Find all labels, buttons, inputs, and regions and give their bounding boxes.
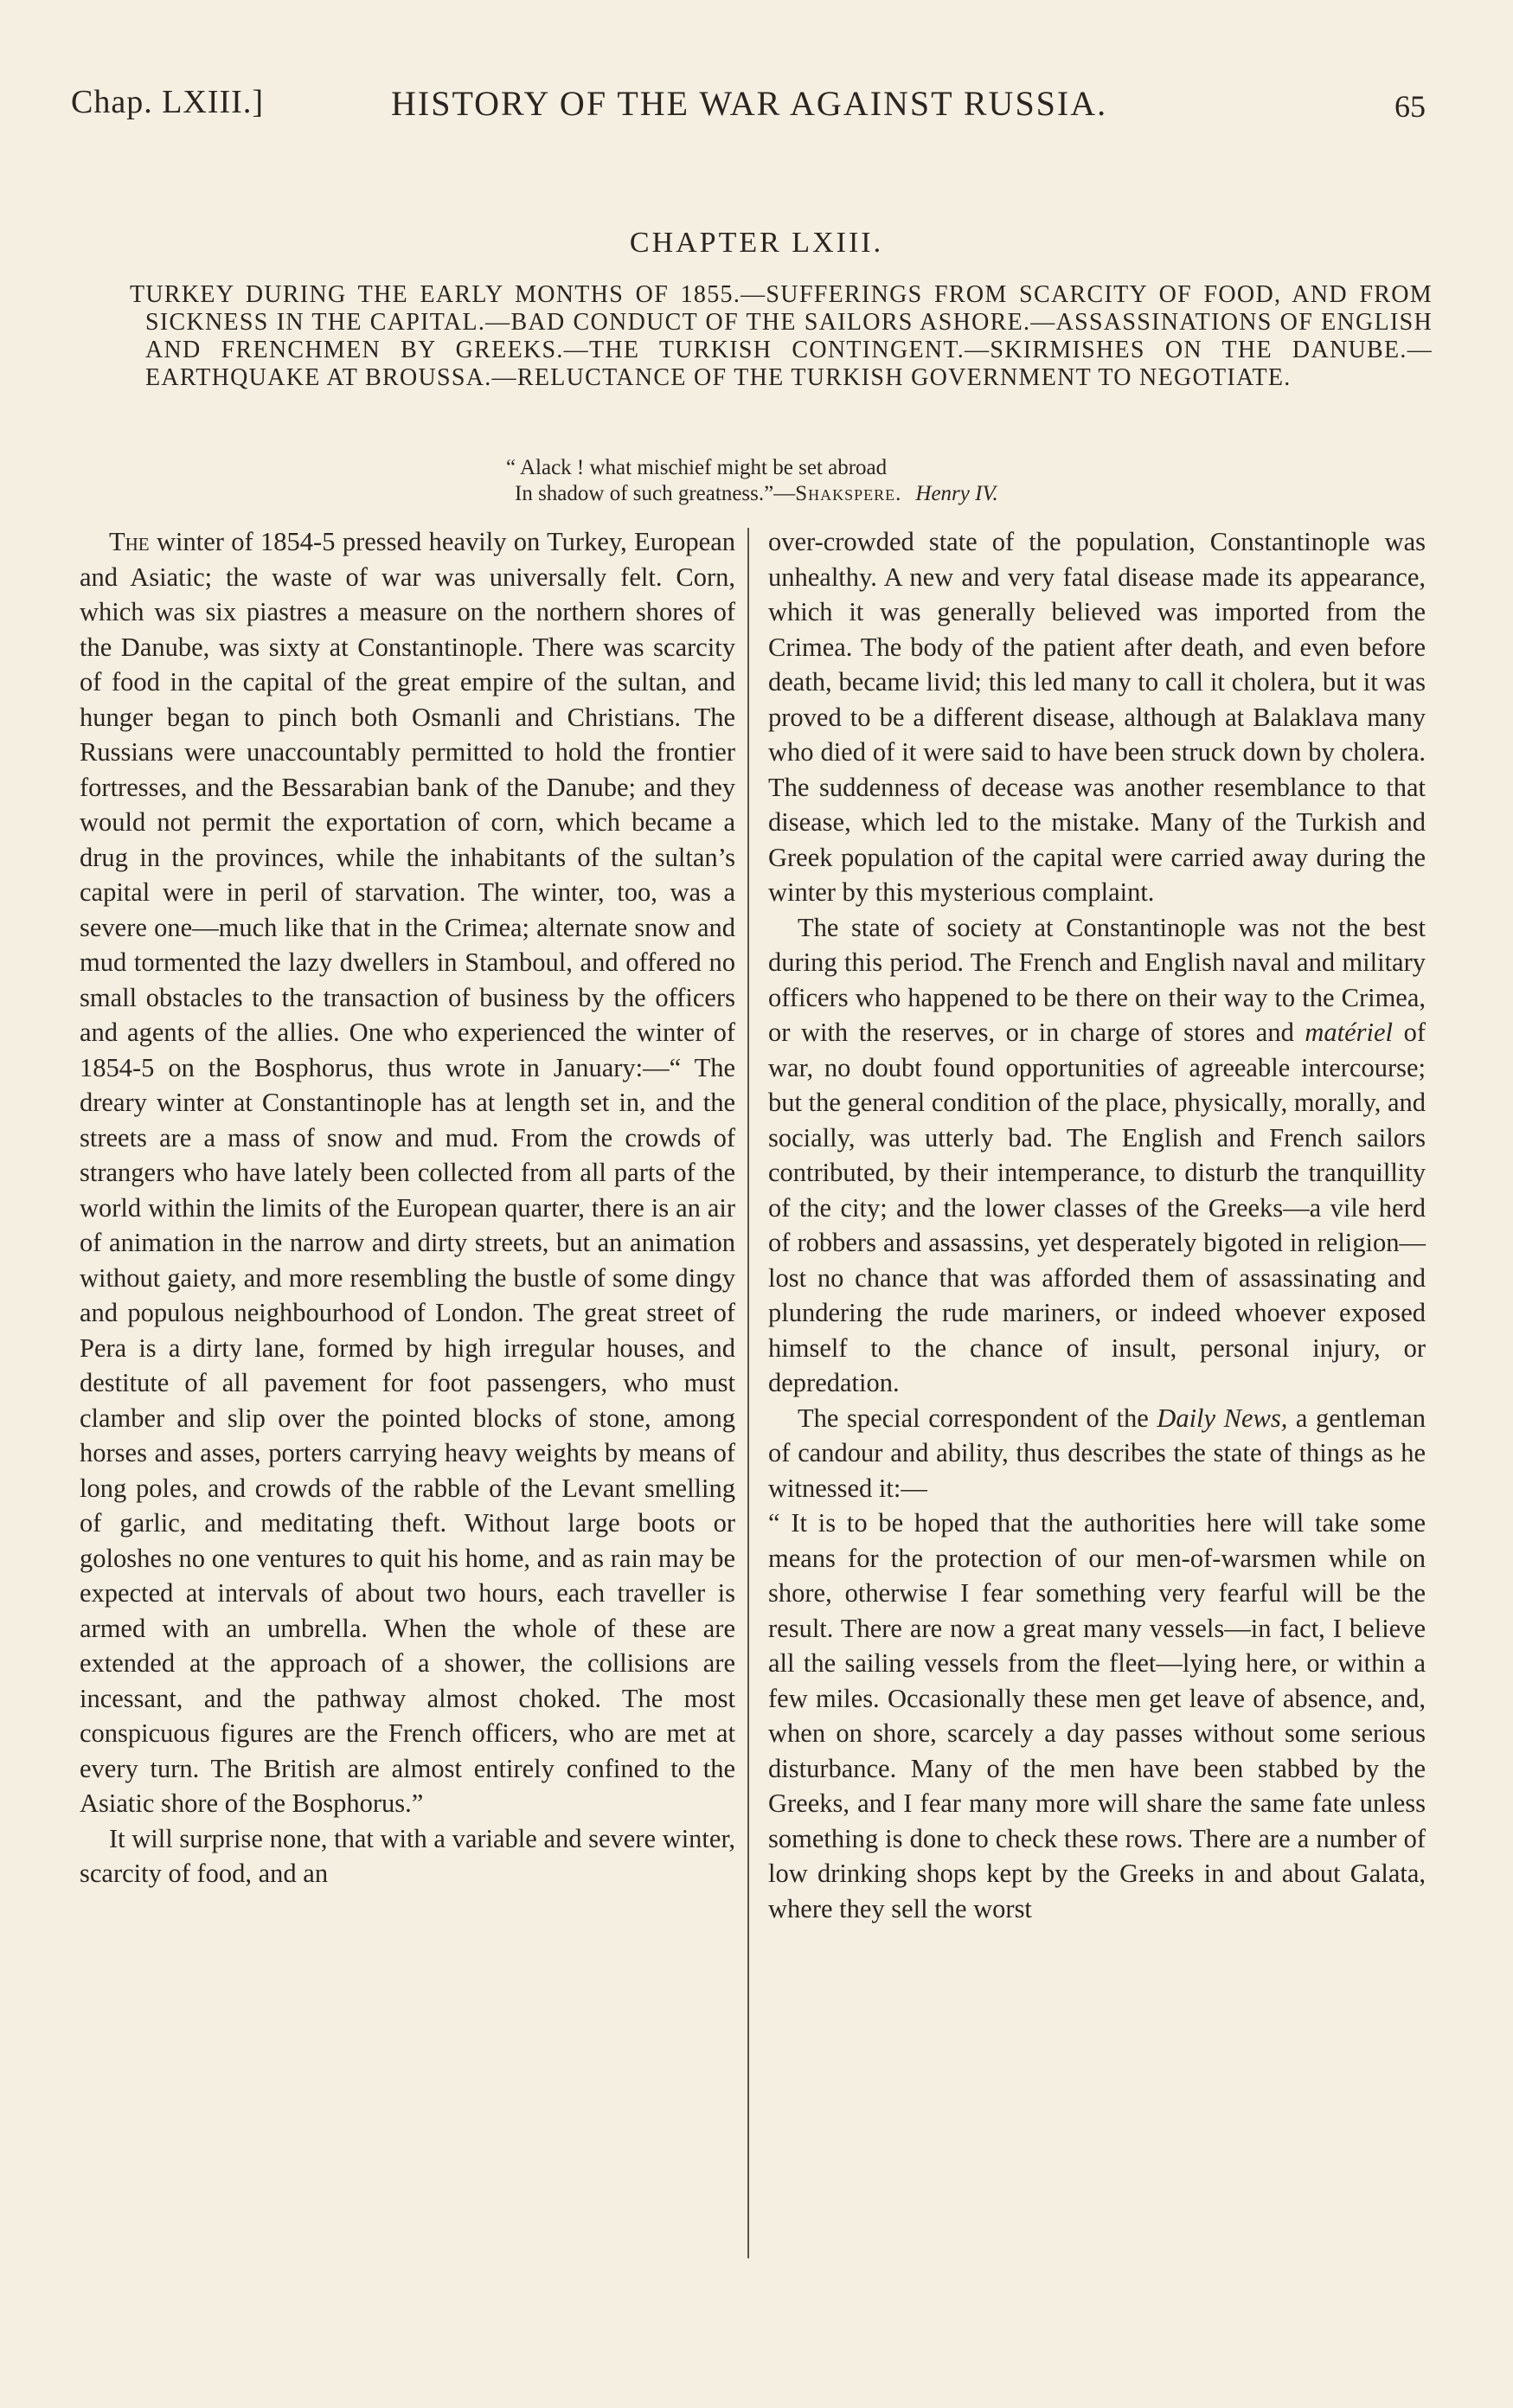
paragraph: It will surprise none, that with a variable and severe winter, scarcity of food, and an [80, 1823, 735, 1888]
page-number: 65 [1394, 89, 1426, 124]
paragraph [768, 1401, 1426, 1506]
epigraph-work: Henry IV. [915, 482, 998, 505]
running-title: HISTORY OF THE WAR AGAINST RUSSIA. [391, 84, 1108, 123]
paragraph [80, 524, 735, 1821]
paragraph-text: of war, no doubt found opportunities of agreeable intercourse; but the general condition of the place, physically, morally, and socially, was utterly bad. The English and French sailors contributed, by their intemperance, to disturb the tranquillity of the city; and the lower classes of the Greeks—a vile herd of robbers and assassins, yet desperately bigoted in religion—lost no chance that was afforded them of assassinating and plundering the rude mariners, or indeed whoever exposed himself to the chance of insult, personal injury, or depredation. [768, 1018, 1426, 1397]
column-divider [747, 528, 749, 2258]
italic-term: matériel [1305, 1018, 1394, 1047]
paragraph-text: The state of society at Constantinople was not the best during this period. The French and English naval and military officers who happened to be there on their way to the Crimea, or with the reserves, or in charge of stores and [768, 912, 1426, 1047]
epigraph-line-2-text: In shadow of such greatness.”— [515, 482, 796, 505]
paragraph-text: The special correspondent of the [798, 1403, 1149, 1433]
epigraph-line-1: “ Alack ! what mischief might be set abroad [506, 456, 888, 479]
epigraph-author: Shakspere. [795, 482, 902, 505]
left-column [80, 524, 735, 1891]
running-header [71, 83, 1426, 135]
chapter-title: CHAPTER LXIII. [629, 227, 884, 259]
epigraph [506, 455, 1285, 507]
paragraph-lead: The [109, 527, 150, 556]
italic-term: Daily News, [1157, 1403, 1288, 1433]
right-column [768, 524, 1426, 1926]
epigraph-line-2 [506, 481, 1285, 507]
quoted-paragraph: “ It is to be hoped that the authorities here will take some means for the protection of our men-of-warsmen while on shore, otherwise I fear something very fearful will be the result. There are now a great many vessels—in fact, I believe all the sailing vessels from the fleet—lying here, or within a few miles. Occasionally these men get leave of absence, and, when on shore, scarcely a day passes without some serious disturbance. Many of the men have been stabbed by the Greeks, and I fear many more will share the same fate unless something is done to check these rows. There are a number of low drinking shops kept by the Greeks in and about Galata, where they sell the worst [768, 1508, 1426, 1923]
paragraph: over-crowded state of the population, Constantinople was unhealthy. A new and very fatal disease made its appearance, which it was generally believed was imported from the Crimea. The body of the patient after death, and even before death, became livid; this led many to call it cholera, but it was proved to be a different disease, although at Balaklava many who died of it were said to have been struck down by cholera. The suddenness of decease was another resemblance to that disease, which led to the mistake. Many of the Turkish and Greek population of the capital were carried away during the winter by this mysterious complaint. [768, 527, 1426, 907]
paragraph-text: winter of 1854-5 pressed heavily on Turkey, European and Asiatic; the waste of war was universally felt. Corn, which was six piastres a measure on the northern shores of the Danube, was sixty at Constantinople. There was scarcity of food in the capital of the great empire of the sultan, and hunger began to pinch both Osmanli and Christians. The Russians were unaccountably permitted to hold the frontier fortresses, and the Bessarabian bank of the Danube; and they would not permit the exportation of corn, which became a drug in the provinces, while the inhabitants of the sultan’s capital were in peril of starvation. The winter, too, was a severe one—much like that in the Crimea; alternate snow and mud tormented the lazy dwellers in Stamboul, and offered no small obstacles to the transaction of business by the officers and agents of the allies. One who experienced the winter of 1854-5 on the Bosphorus, thus wrote in January:—“ The dreary winter at Constantinople has at length set in, and the streets are a mass of snow and mud. From the crowds of strangers who have lately been collected from all parts of the world within the limits of the European quarter, there is an air of animation in the narrow and dirty streets, but an animation without gaiety, and more resembling the bustle of some dingy and populous neighbourhood of London. The great street of Pera is a dirty lane, formed by high irregular houses, and destitute of all pavement for foot passengers, who must clamber and slip over the pointed blocks of stone, among horses and asses, porters carrying heavy weights by means of long poles, and crowds of the rabble of the Levant smelling of garlic, and meditating theft. Without large boots or goloshes no one ventures to quit his home, and as rain may be expected at intervals of about two hours, each traveller is armed with an umbrella. When the whole of these are extended at the approach of a shower, the collisions are incessant, and the pathway almost choked. The most conspicuous figures are the French officers, who are met at every turn. The British are almost entirely confined to the Asiatic shore of the Bosphorus.” [80, 527, 736, 1818]
paragraph-text: a gentleman of candour and ability, thus describes the state of things as he witnessed it:— [768, 1403, 1426, 1503]
chapter-summary: TURKEY DURING THE EARLY MONTHS OF 1855.—SUFFERINGS FROM SCARCITY OF FOOD, AND FROM SICKNESS IN THE CAPITAL.—BAD CONDUCT OF THE SAILORS ASHORE.—ASSASSINATIONS OF ENGLISH AND FRENCHMEN BY GREEKS.—THE TURKISH CONTINGENT.—SKIRMISHES ON THE DANUBE.—EARTHQUAKE AT BROUSSA.—RELUCTANCE OF THE TURKISH GOVERNMENT TO NEGOTIATE. [130, 281, 1433, 391]
paragraph [768, 910, 1426, 1401]
chapter-label: Chap. LXIII.] [71, 84, 264, 120]
